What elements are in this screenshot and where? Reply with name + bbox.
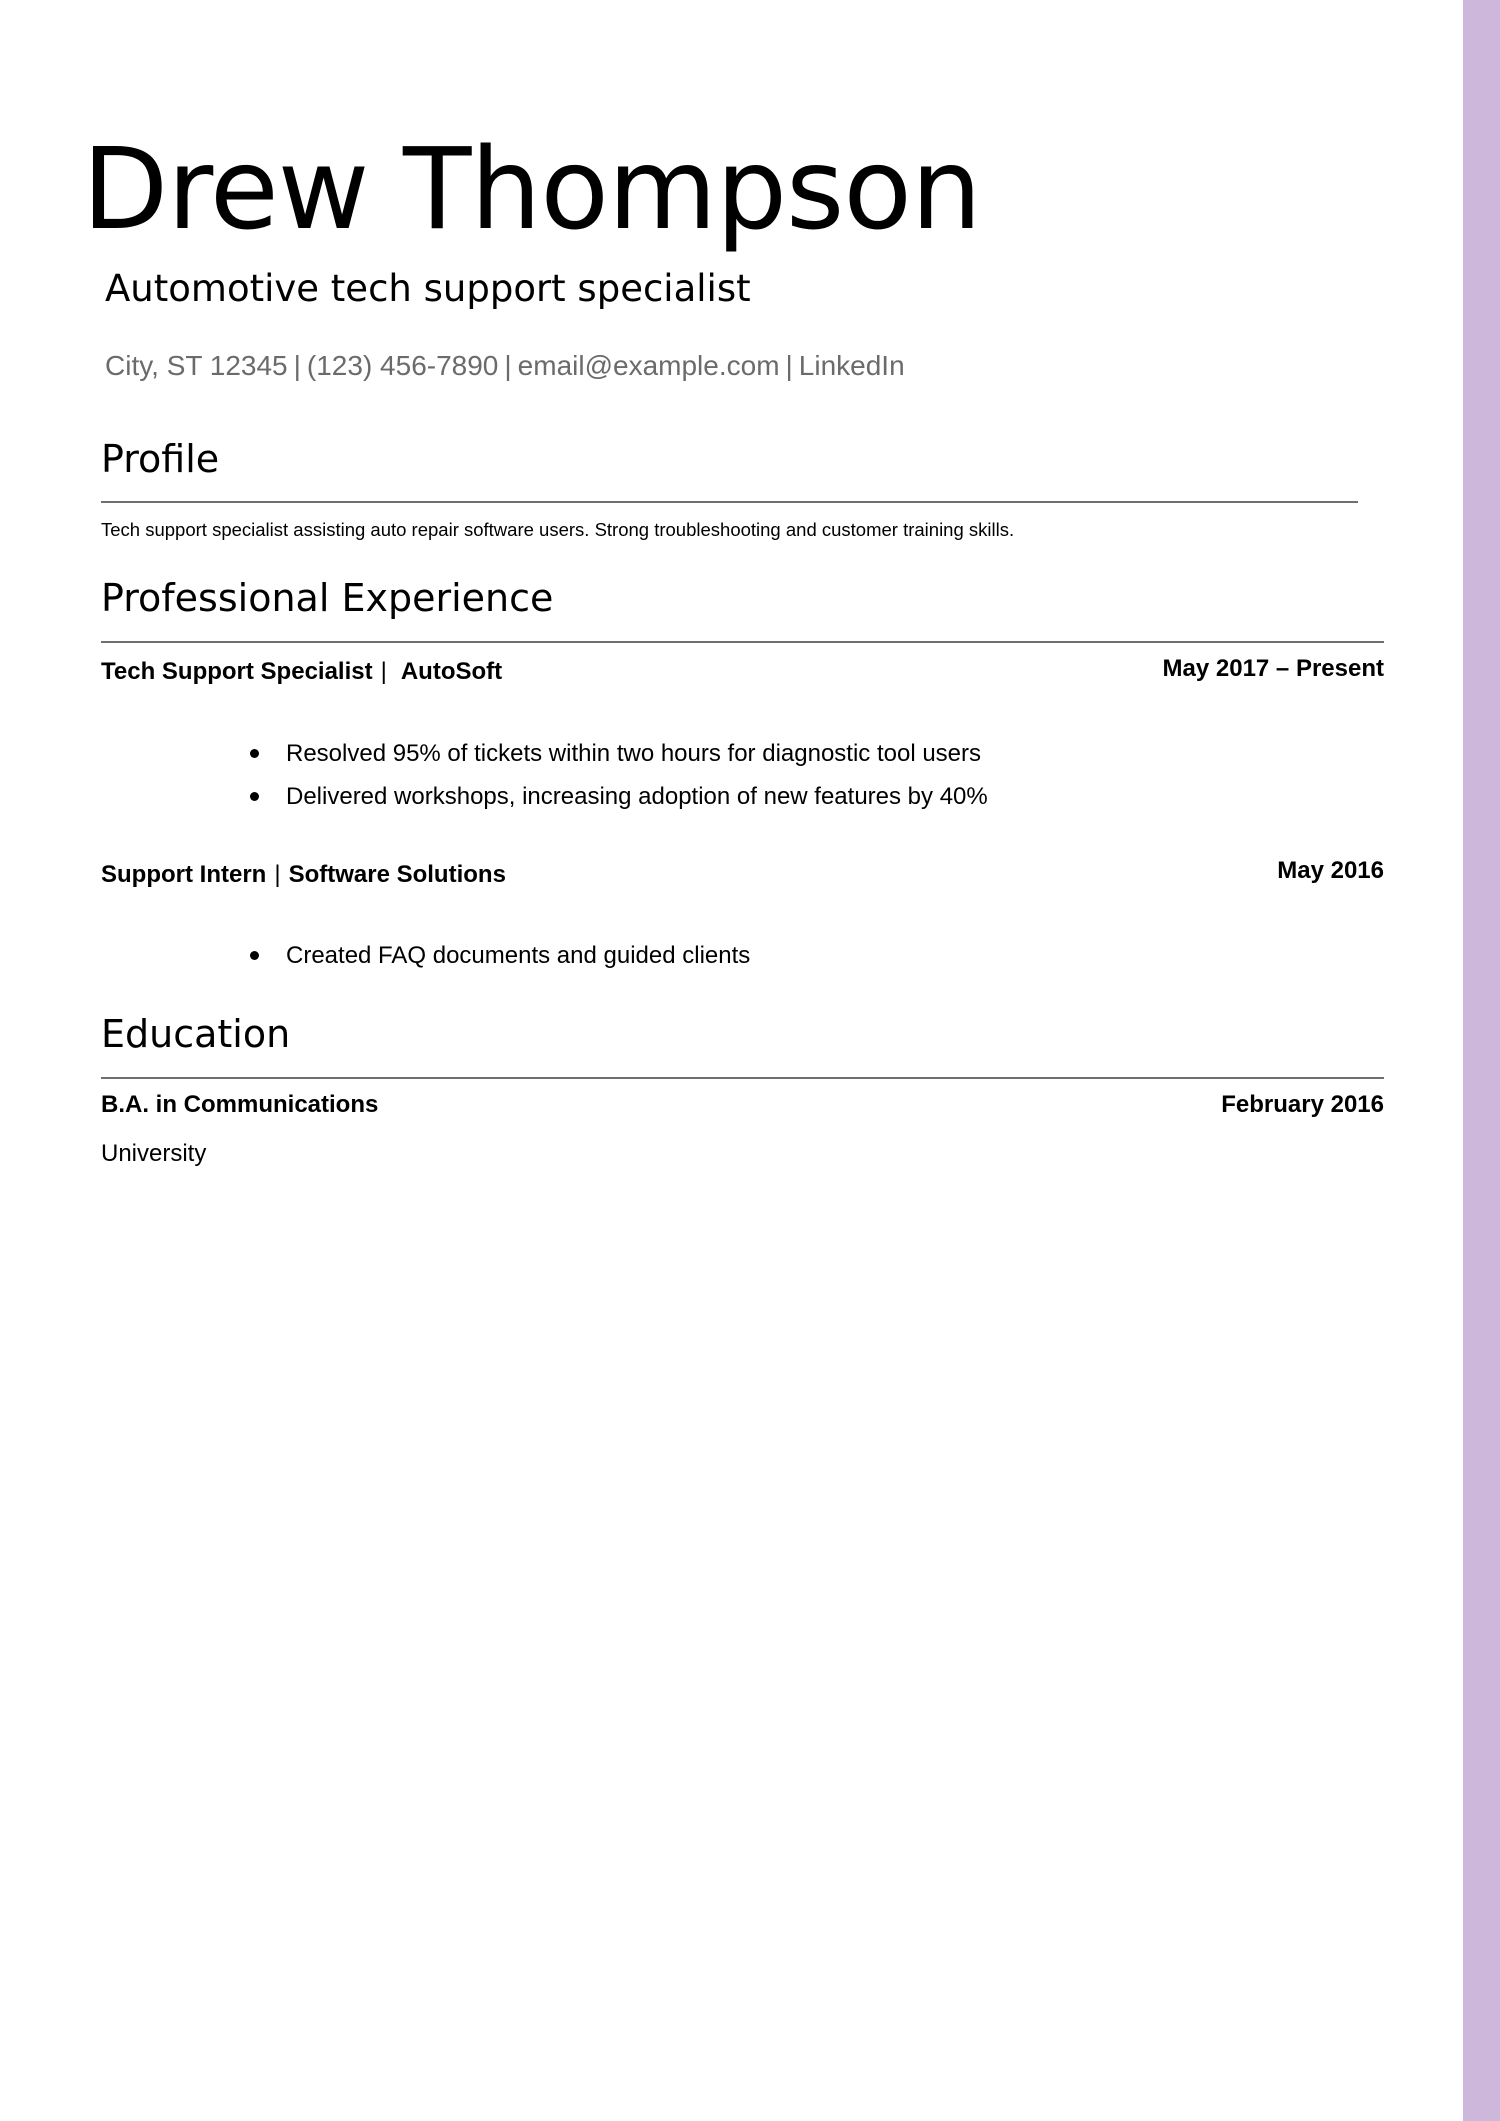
profile-heading: Profile	[101, 437, 220, 481]
contact-linkedin-link[interactable]: LinkedIn	[798, 350, 905, 381]
job-title: Automotive tech support specialist	[105, 267, 751, 310]
contact-line	[105, 346, 905, 386]
bullet-icon	[250, 951, 259, 960]
contact-separator: |	[785, 350, 793, 381]
job-bullet-list	[240, 940, 750, 983]
bullet-text: Created FAQ documents and guided clients	[286, 942, 751, 969]
education-heading: Education	[101, 1012, 291, 1056]
degree-date: February 2016	[1221, 1091, 1384, 1118]
contact-separator: |	[504, 350, 512, 381]
contact-phone: (123) 456-7890	[306, 350, 499, 381]
job-company: AutoSoft	[400, 658, 503, 685]
contact-separator: |	[293, 350, 301, 381]
profile-summary: Tech support specialist assisting auto repair software users. Strong troubleshooting and customer training skills.	[101, 519, 1015, 540]
list-item	[240, 781, 988, 824]
bullet-text: Delivered workshops, increasing adoption of new features by 40%	[286, 783, 988, 810]
school-name: University	[101, 1140, 207, 1167]
job-header	[101, 859, 506, 891]
bullet-icon	[250, 792, 259, 801]
contact-email[interactable]: email@example.com	[517, 350, 780, 381]
job-role: Tech Support Specialist	[101, 658, 373, 685]
list-item	[240, 738, 988, 781]
degree-title: B.A. in Communications	[101, 1091, 379, 1118]
job-company: Software Solutions	[288, 861, 506, 888]
job-separator: |	[380, 658, 387, 685]
list-item	[240, 940, 750, 983]
candidate-name: Drew Thompson	[82, 125, 981, 255]
job-separator: |	[274, 861, 281, 888]
bullet-icon	[250, 749, 259, 758]
job-dates: May 2017 – Present	[1162, 655, 1384, 682]
profile-divider	[101, 501, 1358, 503]
job-bullet-list	[240, 738, 988, 824]
job-header	[101, 656, 502, 688]
contact-location: City, ST 12345	[105, 350, 288, 381]
job-role: Support Intern	[101, 861, 267, 888]
job-dates: May 2016	[1277, 857, 1384, 884]
experience-divider	[101, 641, 1384, 643]
bullet-text: Resolved 95% of tickets within two hours for diagnostic tool users	[286, 740, 982, 767]
experience-heading: Professional Experience	[101, 576, 554, 620]
accent-side-bar	[1463, 0, 1500, 2121]
education-divider	[101, 1077, 1384, 1079]
